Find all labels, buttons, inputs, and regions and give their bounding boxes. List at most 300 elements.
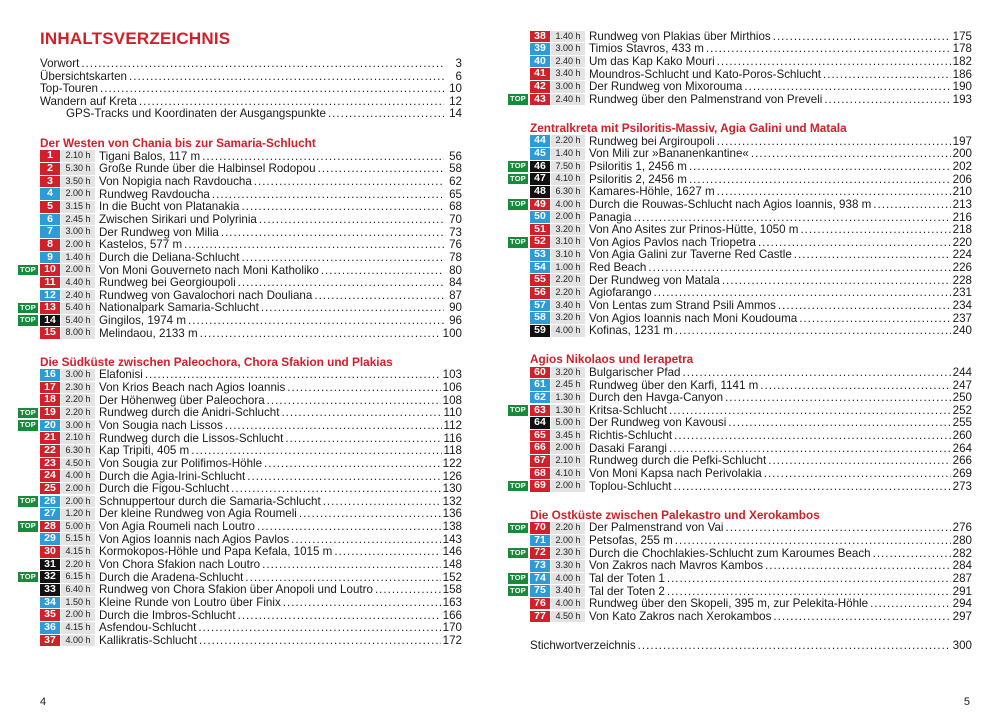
leader-dots [328,108,444,121]
tour-entry[interactable] [40,327,462,340]
tour-entry[interactable] [20,313,462,328]
tour-number-badge: 21 [40,432,60,444]
front-matter-entry[interactable] [40,58,462,71]
tour-page: 182 [952,55,972,69]
tour-name: In die Bucht von Platanakia [99,200,240,214]
tour-duration: 4.15 h [61,546,95,558]
tour-duration: 3.20 h [551,367,585,379]
leader-dots [257,520,441,533]
tour-duration: 2.00 h [61,483,95,495]
tour-name: Durch die Deliana-Schlucht [99,250,240,264]
leader-dots [241,251,444,264]
tour-name: Tal der Toten 2 [589,584,665,598]
tour-page: 284 [952,559,972,573]
tour-number-badge: 10 [40,264,60,276]
tour-page: 231 [952,286,972,300]
top-tour-badge: TOP [508,405,528,416]
tour-entry[interactable] [40,596,462,609]
leader-dots [873,198,950,211]
tour-number-badge: 37 [40,635,60,647]
top-tour-badge: TOP [18,496,38,507]
tour-name: Toplou-Schlucht [589,479,672,493]
leader-dots [129,71,444,84]
tour-duration: 3.00 h [61,369,95,381]
tour-number-badge: 32 [40,571,60,583]
section-title: Agios Nikolaos und Ierapetra [530,352,694,367]
tour-entry[interactable] [530,211,972,224]
leader-dots [744,80,950,93]
tour-number-badge: 33 [40,584,60,596]
tour-page: 193 [952,93,972,107]
right-column [510,29,972,652]
tour-name: Gingilos, 1974 m [99,314,186,328]
tour-number-badge: 39 [530,43,550,55]
leader-dots [247,470,440,483]
tour-entry[interactable] [530,55,972,68]
leader-dots [184,238,444,251]
leader-dots [188,314,444,327]
tour-duration: 4.10 h [551,173,585,185]
tour-duration: 2.10 h [61,150,95,162]
leader-dots [654,286,951,299]
top-tour-badge: TOP [508,174,528,185]
leader-dots [261,301,444,314]
tour-entry[interactable] [40,546,462,559]
left-column [20,29,462,647]
tour-duration: 2.00 h [61,264,95,276]
tour-entry[interactable] [530,455,972,468]
tour-name: Timios Stavros, 433 m [589,42,704,56]
tour-number-badge: 49 [530,199,550,211]
top-tour-badge: TOP [508,548,528,559]
tour-number-badge: 59 [530,325,550,337]
tour-page: 266 [952,454,972,468]
tour-number-badge: 70 [530,522,550,534]
tour-page: 260 [952,429,972,443]
leader-dots [758,236,951,249]
tour-name: Von Lentas zum Strand Psili Ammos [589,299,776,312]
tour-entry[interactable] [40,381,462,394]
tour-entry[interactable] [530,534,972,547]
tour-page: 126 [442,469,462,483]
tour-number-badge: 46 [530,161,550,173]
tour-page: 216 [952,210,972,224]
tour-name: Rundweg bei Argiroupoli [589,134,715,148]
tour-number-badge: 66 [530,442,550,454]
tour-page: 106 [442,381,462,395]
tour-name: Richtis-Schlucht [589,429,673,443]
tour-entry[interactable] [40,163,462,176]
tour-duration: 2.00 h [551,480,585,492]
tour-entry[interactable] [530,312,972,325]
tour-entry[interactable] [530,559,972,572]
tour-name: Durch die Figou-Schlucht [99,482,230,496]
tour-entry[interactable] [530,417,972,430]
tour-number-badge: 17 [40,382,60,394]
front-matter [40,58,462,121]
leader-dots [667,572,951,585]
tour-entry[interactable] [530,147,972,160]
tour-entry[interactable] [20,406,462,420]
tour-number-badge: 9 [40,252,60,264]
top-tour-badge: TOP [508,523,528,534]
leader-dots [728,416,950,429]
leader-dots [706,42,951,55]
leader-dots [800,223,950,236]
leader-dots [717,185,951,198]
tour-duration: 5.00 h [61,521,95,533]
tour-page: 210 [952,185,972,199]
tour-page: 224 [952,248,972,262]
tour-duration: 5.40 h [61,315,95,327]
tour-page: 247 [952,378,972,392]
tour-entry[interactable] [530,467,972,480]
right-page [500,0,1000,718]
leader-dots [773,30,951,43]
tour-entry[interactable] [530,135,972,148]
leader-dots [221,226,444,239]
tour-entry[interactable] [40,583,462,596]
tour-entry[interactable] [40,609,462,622]
tour-name: Kormokopos-Höhle und Papa Kefala, 1015 m [99,545,333,559]
tour-duration: 2.40 h [61,290,95,302]
tour-name: Von Agia Galini zur Taverne Red Castle [589,248,792,262]
tour-number-badge: 77 [530,611,550,623]
tour-name: Psiloritis 2, 2456 m [589,172,687,186]
index-entry-page: 300 [952,638,972,652]
leader-dots [212,188,444,201]
tour-entry[interactable] [530,287,972,300]
section-title: Der Westen von Chania bis zur Samaria-Schlucht [40,135,316,150]
leader-dots [321,264,444,277]
tour-name: Der kleine Rundweg von Agia Roumeli [99,507,297,521]
entry-label: Top-Touren [40,82,99,96]
tour-name: Der Rundweg von Kavousi [589,416,727,430]
tour-duration: 3.30 h [551,560,585,572]
sections-right [510,29,972,623]
tour-name: Kallikratis-Schlucht [99,633,197,647]
tour-duration: 2.20 h [61,559,95,571]
tour-duration: 2.20 h [61,394,95,406]
tour-duration: 2.00 h [551,442,585,454]
tour-entry[interactable] [510,479,972,493]
tour-entry[interactable] [530,43,972,56]
tour-name: Durch die Rouwas-Schlucht nach Agios Ioannis, 938 m [589,197,872,211]
tour-entry[interactable] [20,519,462,534]
tour-duration: 4.00 h [61,635,95,647]
leader-dots [674,429,951,442]
front-matter-entry[interactable] [40,83,462,96]
tour-duration: 1.20 h [61,508,95,520]
index-entry[interactable] [530,640,972,653]
tour-page: 175 [952,29,972,43]
leader-dots [669,442,951,455]
tour-number-badge: 42 [530,81,550,93]
tour-duration: 6.30 h [61,445,95,457]
tour-page: 297 [952,609,972,623]
tour-duration: 2.00 h [61,496,95,508]
tour-entry[interactable] [40,188,462,201]
tour-name: Von Mili zur »Bananenkantine« [589,147,749,161]
tour-number-badge: 15 [40,327,60,339]
tour-entry[interactable] [40,634,462,647]
tour-entry[interactable] [40,150,462,163]
tour-entry[interactable] [40,201,462,214]
tour-entry[interactable] [510,546,972,560]
tour-name: Moundros-Schlucht und Kato-Poros-Schlucht [589,67,821,81]
leader-dots [722,274,951,287]
tour-entry[interactable] [530,68,972,81]
tour-duration: 2.00 h [551,211,585,223]
tour-entry[interactable] [510,235,972,249]
tour-entry[interactable] [40,369,462,382]
sections-left [20,135,462,647]
tour-page: 62 [449,175,462,189]
leader-dots [799,312,950,325]
tour-page: 78 [449,250,462,264]
tour-page: 56 [449,149,462,163]
tour-page: 213 [952,197,972,211]
tour-page: 166 [442,608,462,622]
tour-entry[interactable] [40,276,462,289]
section-title: Zentralkreta mit Psiloritis-Massiv, Agia Galini und Matala [530,120,847,135]
tour-duration: 8.00 h [61,327,95,339]
tour-entry[interactable] [530,366,972,379]
tour-number-badge: 41 [530,68,550,80]
tour-page: 76 [449,238,462,252]
tour-entry[interactable] [530,429,972,442]
leader-dots [751,147,951,160]
leader-dots [725,391,951,404]
tour-entry[interactable] [510,159,972,173]
tour-page: 218 [952,223,972,237]
tour-page: 252 [952,403,972,417]
tour-page: 190 [952,80,972,94]
tour-number-badge: 22 [40,445,60,457]
tour-entry[interactable] [40,251,462,264]
leader-dots [242,200,444,213]
leader-dots [200,327,441,340]
tour-duration: 2.40 h [551,94,585,106]
tour-page: 158 [442,583,462,597]
tour-name: Rundweg über den Skopeli, 395 m, zur Pelekita-Höhle [589,597,869,611]
tour-name: Nationalpark Samaria-Schlucht [99,301,259,315]
tour-duration: 6.30 h [551,186,585,198]
tour-number-badge: 55 [530,274,550,286]
tour-page: 90 [449,301,462,315]
tour-name: Dasaki Farangi [589,441,667,455]
tour-entry[interactable] [40,213,462,226]
toc-section [510,29,972,107]
tour-number-badge: 62 [530,392,550,404]
tour-name: Bulgarischer Pfad [589,365,681,379]
toc-section [510,120,972,338]
tour-number-badge: 48 [530,186,550,198]
tour-number-badge: 47 [530,173,550,185]
tour-duration: 3.10 h [551,236,585,248]
leader-dots [259,213,444,226]
tour-page: 237 [952,311,972,325]
tour-entry[interactable] [530,442,972,455]
tour-duration: 5.15 h [61,533,95,545]
leader-dots [689,173,951,186]
tour-number-badge: 72 [530,547,550,559]
tour-entry[interactable] [40,508,462,521]
tour-duration: 2.00 h [61,609,95,621]
toc-section [20,354,462,647]
tour-duration: 3.40 h [551,300,585,312]
tour-entry[interactable] [530,610,972,623]
tour-page: 70 [449,213,462,226]
tour-name: Rundweg über den Karfi, 1141 m [589,378,759,392]
tour-page: 96 [449,314,462,328]
tour-number-badge: 53 [530,249,550,261]
tour-number-badge: 30 [40,546,60,558]
leader-dots [314,289,444,302]
tour-duration: 2.20 h [61,407,95,419]
tour-duration: 1.40 h [551,148,585,160]
tour-entry[interactable] [510,197,972,211]
tour-duration: 4.15 h [61,622,95,634]
tour-number-badge: 28 [40,521,60,533]
top-tour-badge: TOP [508,573,528,584]
folio-left: 4 [40,696,47,708]
tour-entry[interactable] [40,621,462,634]
tour-entry[interactable] [510,571,972,585]
tour-entry[interactable] [40,238,462,251]
tour-number-badge: 36 [40,622,60,634]
tour-page: 108 [442,393,462,407]
entry-label: Vorwort [40,57,80,70]
entry-label: Wandern auf Kreta [40,94,137,108]
tour-number-badge: 71 [530,535,550,547]
tour-entry[interactable] [40,175,462,188]
front-matter-entry[interactable] [40,108,462,121]
leader-dots [238,276,444,289]
tour-entry[interactable] [510,584,972,598]
tour-entry[interactable] [40,289,462,302]
tour-name: Durch die Imbros-Schlucht [99,608,236,622]
tour-duration: 5.30 h [61,163,95,175]
leader-dots [334,545,440,558]
leader-dots [287,381,440,394]
tour-entry[interactable] [530,379,972,392]
tour-entry[interactable] [20,263,462,277]
tour-entry[interactable] [530,30,972,43]
leader-dots [717,55,951,68]
front-matter-entry[interactable] [40,71,462,84]
leader-dots [283,596,441,609]
tour-entry[interactable] [40,444,462,457]
tour-entry[interactable] [40,470,462,483]
tour-page: 73 [449,225,462,239]
leader-dots [299,507,441,520]
tour-name: Von Agios Ioannis nach Agios Pavlos [99,532,290,546]
tour-duration: 2.45 h [551,379,585,391]
tour-entry[interactable] [530,223,972,236]
leader-dots [674,480,951,493]
tour-name: Der Palmenstrand von Vai [589,521,724,535]
tour-entry[interactable] [530,81,972,94]
tour-entry[interactable] [20,418,462,432]
tour-duration: 3.40 h [551,585,585,597]
tour-page: 273 [952,479,972,493]
leader-dots [245,571,440,584]
tour-duration: 2.00 h [61,188,95,200]
tour-entry[interactable] [20,301,462,315]
tour-name: Red Beach [589,261,647,275]
leader-dots [81,58,444,71]
tour-page: 264 [952,441,972,455]
leader-dots [375,583,441,596]
tour-name: Rundweg von Gavalochori nach Douliana [99,288,313,302]
tour-entry[interactable] [40,457,462,470]
tour-duration: 3.00 h [61,226,95,238]
tour-entry[interactable] [530,249,972,262]
tour-duration: 1.50 h [61,597,95,609]
tour-entry[interactable] [510,92,972,107]
tour-number-badge: 14 [40,315,60,327]
tour-duration: 3.15 h [61,201,95,213]
section-title: Die Südküste zwischen Paleochora, Chora Sfakion und Plakias [40,354,393,369]
tour-duration: 2.20 h [551,287,585,299]
tour-page: 287 [952,571,972,585]
tour-number-badge: 60 [530,367,550,379]
tour-number-badge: 35 [40,609,60,621]
top-tour-badge: TOP [18,521,38,532]
entry-page: 10 [449,82,462,96]
tour-entry[interactable] [510,403,972,417]
tour-entry[interactable] [530,391,972,404]
tour-duration: 4.10 h [551,468,585,480]
tour-page: 269 [952,467,972,481]
tour-entry[interactable] [40,394,462,407]
tour-entry[interactable] [40,432,462,445]
tour-entry[interactable] [530,185,972,198]
tour-entry[interactable] [530,299,972,312]
tour-entry[interactable] [20,494,462,508]
tour-number-badge: 31 [40,559,60,571]
tour-name: Rundweg durch die Lissos-Schlucht [99,431,284,445]
tour-name: Kofinas, 1231 m [589,324,673,338]
tour-entry[interactable] [530,274,972,287]
tour-name: Von Moni Gouverneto nach Moni Katholiko [99,263,319,277]
entry-page: 3 [455,57,462,70]
tour-duration: 4.00 h [551,199,585,211]
tour-entry[interactable] [510,172,972,186]
tour-number-badge: 52 [530,236,550,248]
tour-entry[interactable] [530,324,972,337]
tour-page: 255 [952,416,972,430]
tour-entry[interactable] [40,533,462,546]
tour-entry[interactable] [40,482,462,495]
tour-name: Von Agios Ioannis nach Moni Koudouma [589,311,798,325]
tour-entry[interactable] [510,521,972,535]
tour-entry[interactable] [40,226,462,239]
tour-number-badge: 1 [40,150,60,162]
tour-entry[interactable] [20,570,462,584]
entry-label: Übersichtskarten [40,69,127,83]
top-tour-badge: TOP [18,315,38,326]
tour-entry[interactable] [40,558,462,571]
tour-entry[interactable] [530,597,972,610]
tour-number-badge: 45 [530,148,550,160]
tour-page: 130 [442,482,462,496]
tour-entry[interactable] [530,261,972,274]
toc-section [20,135,462,340]
tour-page: 197 [952,134,972,148]
section-title: Die Ostküste zwischen Palekastro und Xerokambos [530,507,820,522]
